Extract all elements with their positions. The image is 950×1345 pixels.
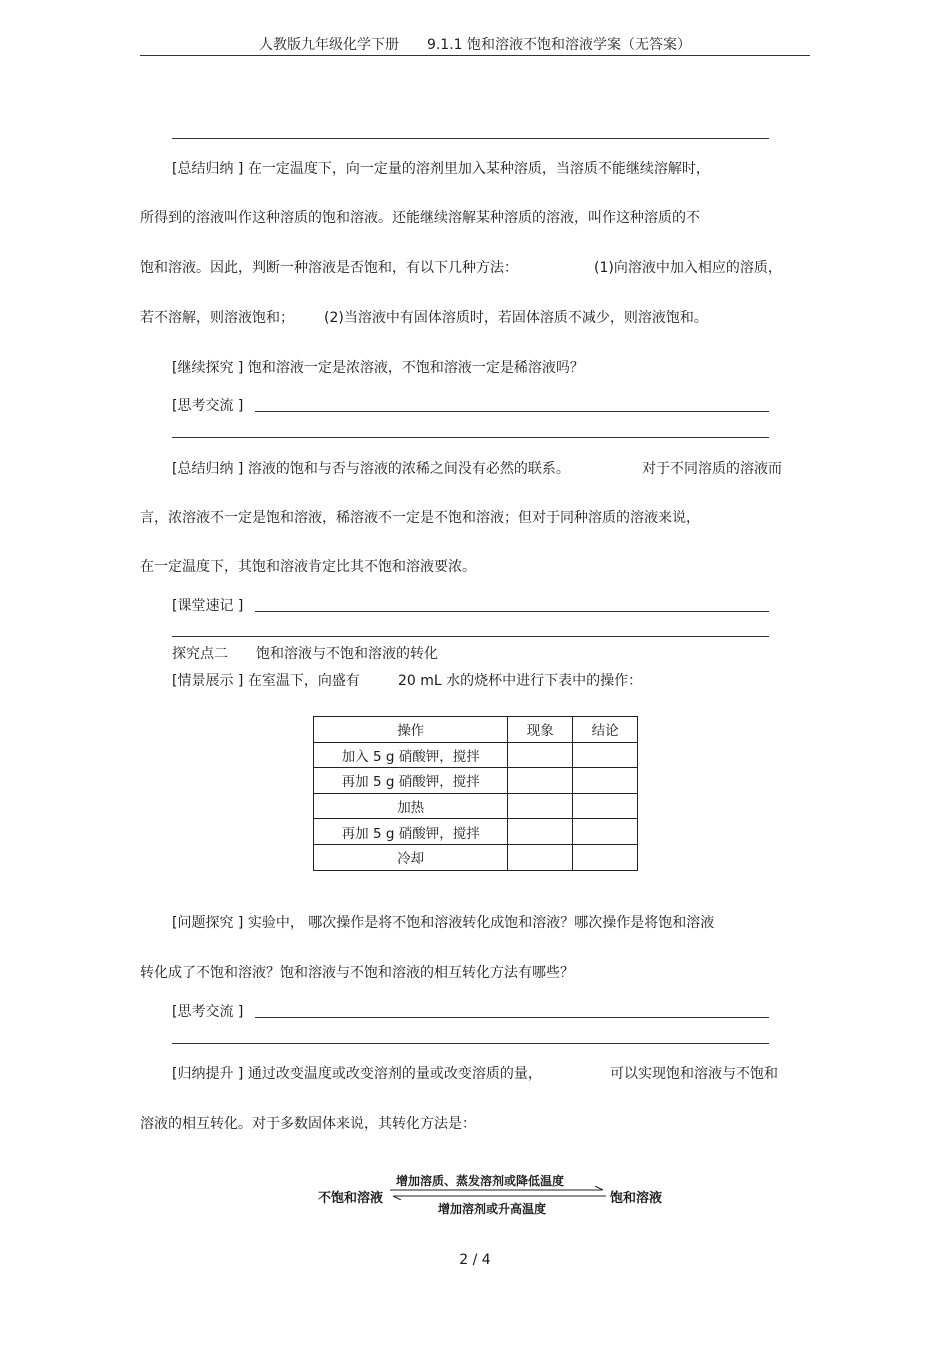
answer-line xyxy=(255,411,769,412)
table-cell xyxy=(508,768,573,794)
conversion-diagram xyxy=(318,1168,668,1220)
summary-line: 所得到的溶液叫作这种溶质的饱和溶液。还能继续溶解某种溶质的溶液，叫作这种溶质的不 xyxy=(140,210,700,226)
summary-line: 对于不同溶质的溶液而 xyxy=(642,461,782,477)
diagram-reverse-condition: 增加溶剂或升高温度 xyxy=(438,1202,547,1216)
scenario-text: 20 mL 水的烧杯中进行下表中的操作： xyxy=(398,673,643,689)
section-heading: 探究点二 饱和溶液与不饱和溶液的转化 xyxy=(172,646,438,662)
summary-line: (1)向溶液中加入相应的溶质， xyxy=(594,260,782,276)
question-line: 转化成了不饱和溶液？饱和溶液与不饱和溶液的相互转化方法有哪些？ xyxy=(140,965,574,981)
notes-label: [课堂速记 ] xyxy=(172,598,244,614)
answer-line xyxy=(172,1043,769,1044)
induction-line: 溶液的相互转化。对于多数固体来说，其转化方法是： xyxy=(140,1116,476,1132)
table-cell xyxy=(573,742,638,768)
table-cell xyxy=(508,793,573,819)
table-row xyxy=(314,742,638,768)
induction-line: 可以实现饱和溶液与不饱和 xyxy=(610,1066,778,1082)
header-divider xyxy=(140,55,810,56)
summary-line: 言，浓溶液不一定是饱和溶液，稀溶液不一定是不饱和溶液；但对于同种溶质的溶液来说， xyxy=(140,510,700,526)
summary-line: 在一定温度下，其饱和溶液肯定比其不饱和溶液要浓。 xyxy=(140,559,476,575)
summary-line: [总结归纳 ] 在一定温度下，向一定量的溶剂里加入某种溶质，当溶质不能继续溶解时， xyxy=(172,161,710,177)
diagram-unsaturated-label: 不饱和溶液 xyxy=(318,1191,384,1206)
summary-line: 若不溶解，则溶液饱和； xyxy=(140,310,294,326)
table-header-cell: 操作 xyxy=(314,717,508,743)
question-line: [问题探究 ] 实验中， 哪次操作是将不饱和溶液转化成饱和溶液？哪次操作是将饱和溶液 xyxy=(172,915,715,931)
table-cell xyxy=(508,742,573,768)
diagram-saturated-label: 饱和溶液 xyxy=(610,1191,663,1206)
document-header: 人教版九年级化学下册 9.1.1 饱和溶液不饱和溶液学案（无答案） xyxy=(258,37,692,53)
table-row xyxy=(314,768,638,794)
table-cell xyxy=(508,844,573,870)
table-header-row xyxy=(314,717,638,743)
think-label: [思考交流 ] xyxy=(172,1004,244,1020)
operations-table xyxy=(313,716,638,871)
table-cell xyxy=(573,844,638,870)
scenario-text: [情景展示 ] 在室温下，向盛有 xyxy=(172,673,360,689)
summary-line: [总结归纳 ] 溶液的饱和与否与溶液的浓稀之间没有必然的联系。 xyxy=(172,461,570,477)
answer-line xyxy=(255,611,769,612)
table-header-cell: 现象 xyxy=(508,717,573,743)
table-row xyxy=(314,793,638,819)
table-header-cell: 结论 xyxy=(573,717,638,743)
answer-line xyxy=(255,1017,769,1018)
table-cell: 再加 5 g 硝酸钾，搅拌 xyxy=(314,819,508,845)
summary-line: (2)当溶液中有固体溶质时，若固体溶质不减少，则溶液饱和。 xyxy=(324,310,708,326)
table-cell xyxy=(573,768,638,794)
table-cell xyxy=(573,819,638,845)
table-row xyxy=(314,819,638,845)
table-cell xyxy=(508,819,573,845)
table-cell xyxy=(573,793,638,819)
table-cell: 加热 xyxy=(314,793,508,819)
continue-explore-question: [继续探究 ] 饱和溶液一定是浓溶液，不饱和溶液一定是稀溶液吗？ xyxy=(172,360,584,376)
table-row xyxy=(314,844,638,870)
summary-line: 饱和溶液。因此，判断一种溶液是否饱和，有以下几种方法： xyxy=(140,260,518,276)
reversible-arrow-icon xyxy=(390,1186,606,1200)
induction-line: [归纳提升 ] 通过改变温度或改变溶剂的量或改变溶质的量， xyxy=(172,1066,542,1082)
answer-line xyxy=(172,138,769,139)
table-cell: 再加 5 g 硝酸钾，搅拌 xyxy=(314,768,508,794)
diagram-forward-condition: 增加溶质、蒸发溶剂或降低温度 xyxy=(396,1174,565,1188)
table-cell: 加入 5 g 硝酸钾，搅拌 xyxy=(314,742,508,768)
answer-line xyxy=(172,437,769,438)
answer-line xyxy=(172,636,769,637)
think-label: [思考交流 ] xyxy=(172,398,244,414)
page-number: 2 / 4 xyxy=(459,1252,491,1268)
table-cell: 冷却 xyxy=(314,844,508,870)
